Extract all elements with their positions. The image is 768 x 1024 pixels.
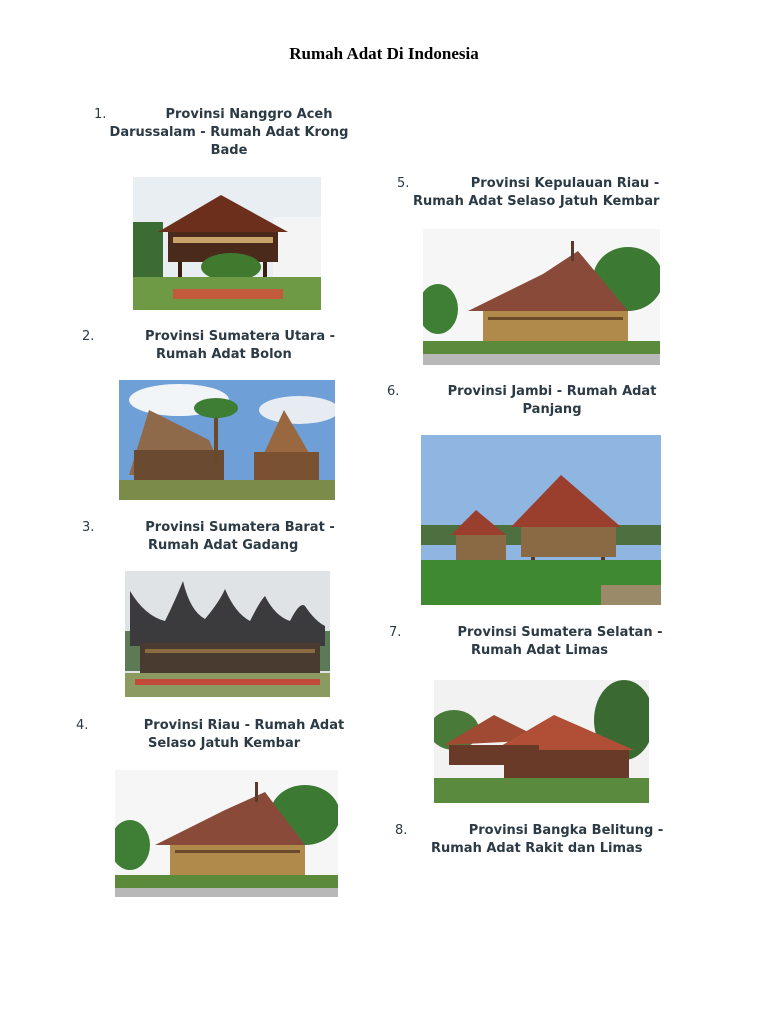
- item-number: 2.: [82, 329, 95, 344]
- item-number: 3.: [82, 520, 95, 535]
- house-photo-limas: [434, 680, 649, 803]
- item-number: 7.: [389, 625, 402, 640]
- item-text-line: Rumah Adat Bolon: [156, 347, 292, 362]
- item-number: 1.: [94, 107, 107, 122]
- item-text-line: Darussalam - Rumah Adat Krong: [109, 125, 349, 140]
- list-item-1: [94, 106, 364, 160]
- item-number: 5.: [397, 176, 410, 191]
- list-item-2: [82, 328, 352, 364]
- house-photo-gadang: [125, 571, 330, 697]
- item-text-line: Rumah Adat Gadang: [148, 538, 299, 553]
- item-text-line: Provinsi Jambi - Rumah Adat: [447, 384, 657, 399]
- item-text-line: Provinsi Riau - Rumah Adat: [143, 718, 345, 733]
- item-text-line: Provinsi Sumatera Selatan -: [457, 625, 663, 640]
- item-text-line: Provinsi Kepulauan Riau -: [470, 176, 660, 191]
- list-item-4: [76, 717, 356, 753]
- list-item-3: [82, 519, 352, 555]
- item-text-line: Panjang: [522, 402, 582, 417]
- list-item-8: [395, 822, 685, 858]
- item-text-line: Selaso Jatuh Kembar: [148, 736, 301, 751]
- item-text-line: Bade: [210, 143, 248, 158]
- item-text-line: Provinsi Bangka Belitung -: [468, 823, 664, 838]
- item-number: 6.: [387, 384, 400, 399]
- item-text-line: Provinsi Sumatera Barat -: [145, 520, 335, 535]
- document-title: Rumah Adat Di Indonesia: [289, 44, 479, 63]
- list-item-6: [387, 383, 677, 419]
- list-item-5: [397, 175, 687, 211]
- item-text-line: Rumah Adat Rakit dan Limas: [431, 841, 643, 856]
- item-text-line: Rumah Adat Limas: [471, 643, 609, 658]
- house-photo-bolon: [119, 380, 335, 500]
- item-number: 4.: [76, 718, 89, 733]
- house-photo-kepri: [423, 229, 660, 365]
- item-text-line: Provinsi Sumatera Utara -: [144, 329, 336, 344]
- house-photo-jambi: [421, 435, 661, 605]
- item-text-line: Rumah Adat Selaso Jatuh Kembar: [413, 194, 660, 209]
- house-photo-riau: [115, 770, 338, 897]
- item-text-line: Provinsi Nanggro Aceh: [165, 107, 333, 122]
- item-number: 8.: [395, 823, 408, 838]
- house-photo-aceh: [133, 177, 321, 310]
- list-item-7: [389, 624, 679, 660]
